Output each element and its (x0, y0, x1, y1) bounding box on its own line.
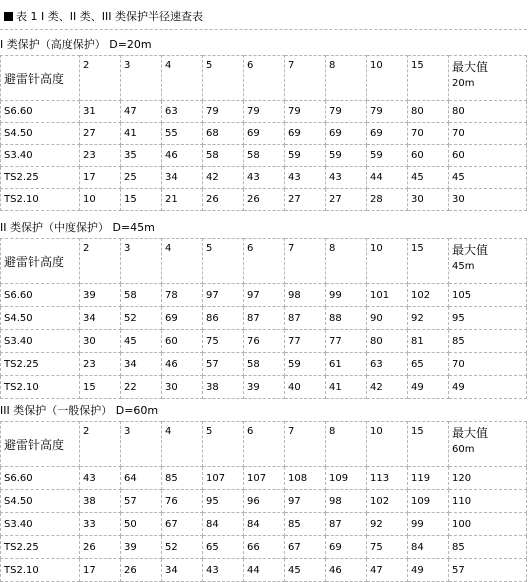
value-cell: 47 (121, 101, 162, 123)
column-header-cell: 3 (121, 239, 162, 284)
value-cell: 47 (367, 559, 408, 582)
value-cell: 66 (244, 536, 285, 559)
table-row (1, 330, 527, 353)
value-cell: 43 (326, 167, 367, 189)
max-value-cell: 110 (449, 490, 527, 513)
max-value-cell: 45 (449, 167, 527, 189)
value-cell: 39 (121, 536, 162, 559)
document-title (2, 6, 203, 28)
value-cell: 26 (80, 536, 121, 559)
model-cell: TS2.25 (1, 536, 80, 559)
value-cell: 50 (121, 513, 162, 536)
max-value-cell: 49 (449, 376, 527, 399)
value-cell: 65 (408, 353, 449, 376)
value-cell: 98 (326, 490, 367, 513)
value-cell: 79 (367, 101, 408, 123)
value-cell: 78 (162, 284, 203, 307)
value-cell: 86 (203, 307, 244, 330)
value-cell: 79 (285, 101, 326, 123)
value-cell: 27 (285, 189, 326, 211)
model-cell: TS2.25 (1, 167, 80, 189)
value-cell: 23 (80, 145, 121, 167)
value-cell: 52 (121, 307, 162, 330)
value-cell: 102 (367, 490, 408, 513)
table-row (1, 490, 527, 513)
value-cell: 30 (162, 376, 203, 399)
max-value-cell: 120 (449, 467, 527, 490)
value-cell: 26 (244, 189, 285, 211)
value-cell: 10 (80, 189, 121, 211)
column-header-cell: 7 (285, 239, 326, 284)
value-cell: 58 (244, 145, 285, 167)
value-cell: 87 (244, 307, 285, 330)
model-cell: S3.40 (1, 513, 80, 536)
value-cell: 46 (326, 559, 367, 582)
value-cell: 69 (244, 123, 285, 145)
value-cell: 99 (326, 284, 367, 307)
value-cell: 28 (367, 189, 408, 211)
value-cell: 109 (408, 490, 449, 513)
table-row (1, 513, 527, 536)
value-cell: 15 (80, 376, 121, 399)
max-label: 最大值 (452, 243, 489, 257)
value-cell: 34 (162, 559, 203, 582)
model-cell: TS2.10 (1, 376, 80, 399)
column-header-cell: 5 (203, 239, 244, 284)
value-cell: 75 (203, 330, 244, 353)
value-cell: 113 (367, 467, 408, 490)
column-header-cell: 3 (121, 422, 162, 467)
column-header-cell: 10 (367, 56, 408, 101)
max-unit: 20m (452, 78, 475, 89)
column-header-cell: 4 (162, 56, 203, 101)
value-cell: 76 (244, 330, 285, 353)
value-cell: 26 (121, 559, 162, 582)
value-cell: 35 (121, 145, 162, 167)
value-cell: 40 (285, 376, 326, 399)
model-cell: S6.60 (1, 467, 80, 490)
value-cell: 63 (162, 101, 203, 123)
max-header-cell (449, 422, 527, 467)
column-header-cell: 15 (408, 422, 449, 467)
document-title-text: 表 1 I 类、II 类、III 类保护半径速查表 (16, 10, 203, 23)
value-cell: 80 (367, 330, 408, 353)
column-header-cell: 2 (80, 56, 121, 101)
model-cell: S3.40 (1, 145, 80, 167)
value-cell: 77 (326, 330, 367, 353)
value-cell: 102 (408, 284, 449, 307)
max-value-cell: 85 (449, 330, 527, 353)
model-cell: S4.50 (1, 490, 80, 513)
value-cell: 84 (244, 513, 285, 536)
value-cell: 84 (408, 536, 449, 559)
value-cell: 45 (285, 559, 326, 582)
max-value-cell: 105 (449, 284, 527, 307)
value-cell: 69 (326, 123, 367, 145)
value-cell: 101 (367, 284, 408, 307)
value-cell: 59 (285, 353, 326, 376)
value-cell: 85 (162, 467, 203, 490)
value-cell: 34 (162, 167, 203, 189)
value-cell: 98 (285, 284, 326, 307)
value-cell: 58 (203, 145, 244, 167)
value-cell: 99 (408, 513, 449, 536)
table-row (1, 189, 527, 211)
value-cell: 15 (121, 189, 162, 211)
value-cell: 43 (285, 167, 326, 189)
height-header-cell: 避雷针高度 (1, 239, 80, 284)
value-cell: 79 (326, 101, 367, 123)
value-cell: 81 (408, 330, 449, 353)
value-cell: 65 (203, 536, 244, 559)
value-cell: 97 (285, 490, 326, 513)
value-cell: 88 (326, 307, 367, 330)
max-value-cell: 30 (449, 189, 527, 211)
value-cell: 69 (326, 536, 367, 559)
column-header-cell: 5 (203, 56, 244, 101)
value-cell: 42 (367, 376, 408, 399)
model-cell: TS2.10 (1, 189, 80, 211)
value-cell: 45 (121, 330, 162, 353)
max-value-cell: 57 (449, 559, 527, 582)
value-cell: 60 (408, 145, 449, 167)
square-bullet-icon (4, 12, 13, 21)
value-cell: 39 (80, 284, 121, 307)
value-cell: 97 (203, 284, 244, 307)
header-row (1, 239, 527, 284)
max-value-cell: 70 (449, 353, 527, 376)
model-cell: TS2.10 (1, 559, 80, 582)
column-header-cell: 10 (367, 422, 408, 467)
value-cell: 92 (367, 513, 408, 536)
value-cell: 34 (80, 307, 121, 330)
value-cell: 39 (244, 376, 285, 399)
table-row (1, 284, 527, 307)
column-header-cell: 7 (285, 56, 326, 101)
model-cell: S6.60 (1, 284, 80, 307)
value-cell: 25 (121, 167, 162, 189)
max-label: 最大值 (452, 426, 489, 440)
value-cell: 43 (80, 467, 121, 490)
value-cell: 68 (203, 123, 244, 145)
value-cell: 23 (80, 353, 121, 376)
value-cell: 61 (326, 353, 367, 376)
max-value-cell: 85 (449, 536, 527, 559)
value-cell: 76 (162, 490, 203, 513)
column-header-cell: 2 (80, 239, 121, 284)
value-cell: 119 (408, 467, 449, 490)
column-header-cell: 3 (121, 56, 162, 101)
table-row (1, 101, 527, 123)
protection-table (0, 55, 527, 211)
divider (0, 29, 527, 30)
value-cell: 95 (203, 490, 244, 513)
value-cell: 96 (244, 490, 285, 513)
table-row (1, 307, 527, 330)
value-cell: 108 (285, 467, 326, 490)
column-header-cell: 8 (326, 422, 367, 467)
column-header-cell: 10 (367, 239, 408, 284)
table-row (1, 353, 527, 376)
value-cell: 64 (121, 467, 162, 490)
value-cell: 46 (162, 353, 203, 376)
column-header-cell: 4 (162, 422, 203, 467)
value-cell: 44 (244, 559, 285, 582)
value-cell: 41 (326, 376, 367, 399)
value-cell: 31 (80, 101, 121, 123)
value-cell: 26 (203, 189, 244, 211)
value-cell: 77 (285, 330, 326, 353)
max-value-cell: 70 (449, 123, 527, 145)
column-header-cell: 7 (285, 422, 326, 467)
column-header-cell: 8 (326, 239, 367, 284)
value-cell: 67 (285, 536, 326, 559)
value-cell: 107 (203, 467, 244, 490)
value-cell: 49 (408, 376, 449, 399)
value-cell: 90 (367, 307, 408, 330)
value-cell: 43 (203, 559, 244, 582)
value-cell: 85 (285, 513, 326, 536)
value-cell: 42 (203, 167, 244, 189)
column-header-cell: 6 (244, 239, 285, 284)
value-cell: 60 (162, 330, 203, 353)
value-cell: 70 (408, 123, 449, 145)
value-cell: 21 (162, 189, 203, 211)
value-cell: 33 (80, 513, 121, 536)
value-cell: 69 (367, 123, 408, 145)
value-cell: 38 (80, 490, 121, 513)
value-cell: 57 (203, 353, 244, 376)
value-cell: 41 (121, 123, 162, 145)
max-unit: 45m (452, 261, 475, 272)
protection-table (0, 238, 527, 399)
value-cell: 55 (162, 123, 203, 145)
value-cell: 27 (80, 123, 121, 145)
table-row (1, 145, 527, 167)
value-cell: 58 (121, 284, 162, 307)
table-row (1, 376, 527, 399)
value-cell: 63 (367, 353, 408, 376)
max-header-cell (449, 56, 527, 101)
value-cell: 45 (408, 167, 449, 189)
section-heading: II 类保护（中度保护） D=45m (0, 221, 155, 234)
value-cell: 69 (285, 123, 326, 145)
header-row (1, 422, 527, 467)
value-cell: 87 (285, 307, 326, 330)
value-cell: 84 (203, 513, 244, 536)
height-header-cell: 避雷针高度 (1, 56, 80, 101)
value-cell: 58 (244, 353, 285, 376)
column-header-cell: 6 (244, 422, 285, 467)
max-unit: 60m (452, 444, 475, 455)
value-cell: 27 (326, 189, 367, 211)
value-cell: 69 (162, 307, 203, 330)
value-cell: 22 (121, 376, 162, 399)
column-header-cell: 2 (80, 422, 121, 467)
column-header-cell: 4 (162, 239, 203, 284)
table-row (1, 123, 527, 145)
value-cell: 17 (80, 167, 121, 189)
height-header-cell: 避雷针高度 (1, 422, 80, 467)
value-cell: 79 (203, 101, 244, 123)
column-header-cell: 6 (244, 56, 285, 101)
value-cell: 109 (326, 467, 367, 490)
model-cell: TS2.25 (1, 353, 80, 376)
value-cell: 46 (162, 145, 203, 167)
value-cell: 30 (408, 189, 449, 211)
value-cell: 57 (121, 490, 162, 513)
value-cell: 43 (244, 167, 285, 189)
column-header-cell: 5 (203, 422, 244, 467)
model-cell: S6.60 (1, 101, 80, 123)
value-cell: 30 (80, 330, 121, 353)
model-cell: S4.50 (1, 123, 80, 145)
section-heading: III 类保护（一般保护） D=60m (0, 404, 159, 417)
value-cell: 80 (408, 101, 449, 123)
header-row (1, 56, 527, 101)
value-cell: 79 (244, 101, 285, 123)
column-header-cell: 15 (408, 56, 449, 101)
value-cell: 67 (162, 513, 203, 536)
section-heading: I 类保护（高度保护） D=20m (0, 38, 152, 51)
value-cell: 34 (121, 353, 162, 376)
value-cell: 87 (326, 513, 367, 536)
model-cell: S4.50 (1, 307, 80, 330)
max-value-cell: 80 (449, 101, 527, 123)
value-cell: 49 (408, 559, 449, 582)
table-row (1, 467, 527, 490)
value-cell: 92 (408, 307, 449, 330)
max-value-cell: 95 (449, 307, 527, 330)
table-row (1, 536, 527, 559)
value-cell: 38 (203, 376, 244, 399)
max-header-cell (449, 239, 527, 284)
max-value-cell: 60 (449, 145, 527, 167)
max-label: 最大值 (452, 60, 489, 74)
column-header-cell: 8 (326, 56, 367, 101)
value-cell: 52 (162, 536, 203, 559)
table-row (1, 167, 527, 189)
value-cell: 107 (244, 467, 285, 490)
value-cell: 97 (244, 284, 285, 307)
value-cell: 59 (367, 145, 408, 167)
value-cell: 44 (367, 167, 408, 189)
protection-table (0, 421, 527, 582)
value-cell: 59 (326, 145, 367, 167)
value-cell: 17 (80, 559, 121, 582)
max-value-cell: 100 (449, 513, 527, 536)
column-header-cell: 15 (408, 239, 449, 284)
value-cell: 59 (285, 145, 326, 167)
value-cell: 75 (367, 536, 408, 559)
model-cell: S3.40 (1, 330, 80, 353)
table-row (1, 559, 527, 582)
